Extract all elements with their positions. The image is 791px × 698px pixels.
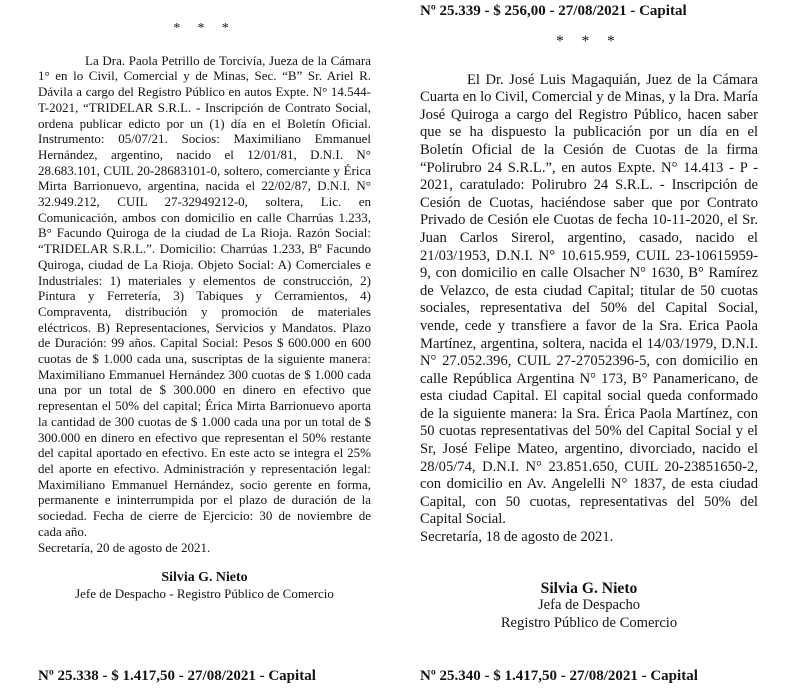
secretary-date-line: Secretaría, 20 de agosto de 2021.: [38, 539, 211, 555]
secretary-date-line: Secretaría, 18 de agosto de 2021.: [420, 529, 614, 546]
right-notice-column: [420, 0, 758, 698]
signatory-title: Jefa de Despacho: [537, 597, 641, 614]
signature-block: [38, 570, 371, 601]
signatory-name: Silvia G. Nieto: [540, 579, 638, 597]
section-separator: * * *: [556, 33, 622, 50]
signature-block: [420, 580, 758, 633]
notice-reference-header: Nº 25.339 - $ 256,00 - 27/08/2021 - Capital: [420, 3, 687, 19]
signatory-organization: Registro Público de Comercio: [500, 614, 678, 631]
notice-body: La Dra. Paola Petrillo de Torcivía, Jueza de la Cámara 1° en lo Civil, Comercial y de Minas, Sec. “B” Sr. Ariel R. Dávila a cargo del Registro Público en autos Expte. N° 14.544-T-2021, “TRIDELAR S.R.L. - Inscripción de Contrato Social, ordena publicar edicto por un (1) día en el Boletín Oficial. Instrumento: 05/07/21. Socios: Maximiliano Emmanuel Hernández, argentino, nacido el 12/01/81, D.N.I. N° 28.683.101, CUIL 20-28683101-0, soltero, comerciante y Érica Mirta Barrionuevo, argentina, nacida el 22/02/87, D.N.I. N° 32.949.212, CUIL 27-32949212-0, soltera, Lic. en Comunicación, ambos con domicilio en calle Charrúas 1.233, B° Facundo Quiroga de la ciudad de La Rioja. Razón Social: “TRIDELAR S.R.L.”. Domicilio: Charrúas 1.233, Bº Facundo Quiroga, ciudad de La Rioja. Objeto Social: A) Comerciales e Industriales: 1) materiales y elementos de construcción, 2) Pintura y Ferretería, 3) Tabiques y Cerramientos, 4) Compraventa, distribución y promoción de materiales eléctricos. B) Representaciones, Servicios y Mandatos. Plazo de Duración: 99 años. Capital Social: Pesos $ 600.000 en 600 cuotas de $ 1.000 cada una, suscriptas de la siguiente manera: Maximiliano Emmanuel Hernández 300 cuotas de $ 1.000 cada una por un total de $ 300.000 en dinero en efectivo que representan el 50% del capital; Érica Mirta Barrionuevo aporta la cantidad de 300 cuotas de $ 1.000 cada una por un total de $ 300.000 en dinero en efectivo que representan el 50% restante del capital aportado en efectivo. En este acto se integra el 25% del aporte en efectivo. Administración y representación legal: Maximiliano Emmanuel Hernández, socio gerente en forma, permanente e ininterrumpida por el plazo de duración de la sociedad. Fecha de cierre de Ejercicio: 30 de noviembre de cada año.: [38, 52, 371, 539]
left-notice-column: [38, 0, 371, 698]
signatory-title: Jefe de Despacho - Registro Público de Comercio: [75, 585, 334, 601]
section-separator: * * *: [173, 20, 236, 35]
signatory-name: Silvia G. Nieto: [161, 570, 248, 586]
notice-reference-footer: Nº 25.338 - $ 1.417,50 - 27/08/2021 - Capital: [38, 668, 316, 684]
notice-reference-footer: Nº 25.340 - $ 1.417,50 - 27/08/2021 - Capital: [420, 668, 698, 684]
notice-body: El Dr. José Luis Magaquián, Juez de la Cámara Cuarta en lo Civil, Comercial y de Minas, y la Dra. María José Quiroga a cargo del Registro Público, hacen saber que se ha dispuesto la publicación por un día en el Boletín Oficial de la Cesión de Cuotas de la firma “Polirubro 24 S.R.L.”, en autos Expte. N° 14.413 - P - 2021, caratulado: Polirubro 24 S.R.L. - Inscripción de Cesión de Cuotas, haciéndose saber que por Contrato Privado de Cesión ele Cuotas de fecha 10-11-2020, el Sr. Juan Carlos Sirerol, argentino, casado, nacido el 21/03/1953, D.N.I. N° 10.615.959, CUIL 23-10615959-9, con domicilio en calle Olsacher N° 1630, B° Ramírez de Velazco, de esta ciudad Capital; titular de 50 cuotas sociales, representativa del 50% del Capital Social, vende, cede y transfiere a favor de la Sra. Erica Paola Martínez, argentina, soltera, nacida el 14/03/1979, D.N.I. N° 27.052.396, CUIL 27-27052396-5, con domicilio en calle República Argentina N° 173, B° Panamericano, de esta ciudad Capital. El capital social queda conformado de la siguiente manera: la Sra. Érica Paola Martínez, con 50 cuotas representativas del 50% del Capital Social y el Sr, José Felipe Mateo, argentino, divorciado, nacido el 28/05/74, D.N.I. N° 23.851.650, CUIL 20-23851650-2, con domicilio en Av. Angelelli N° 1837, de esta ciudad Capital, con 50 cuotas, representativas del 50% del Capital Social.: [420, 71, 758, 528]
